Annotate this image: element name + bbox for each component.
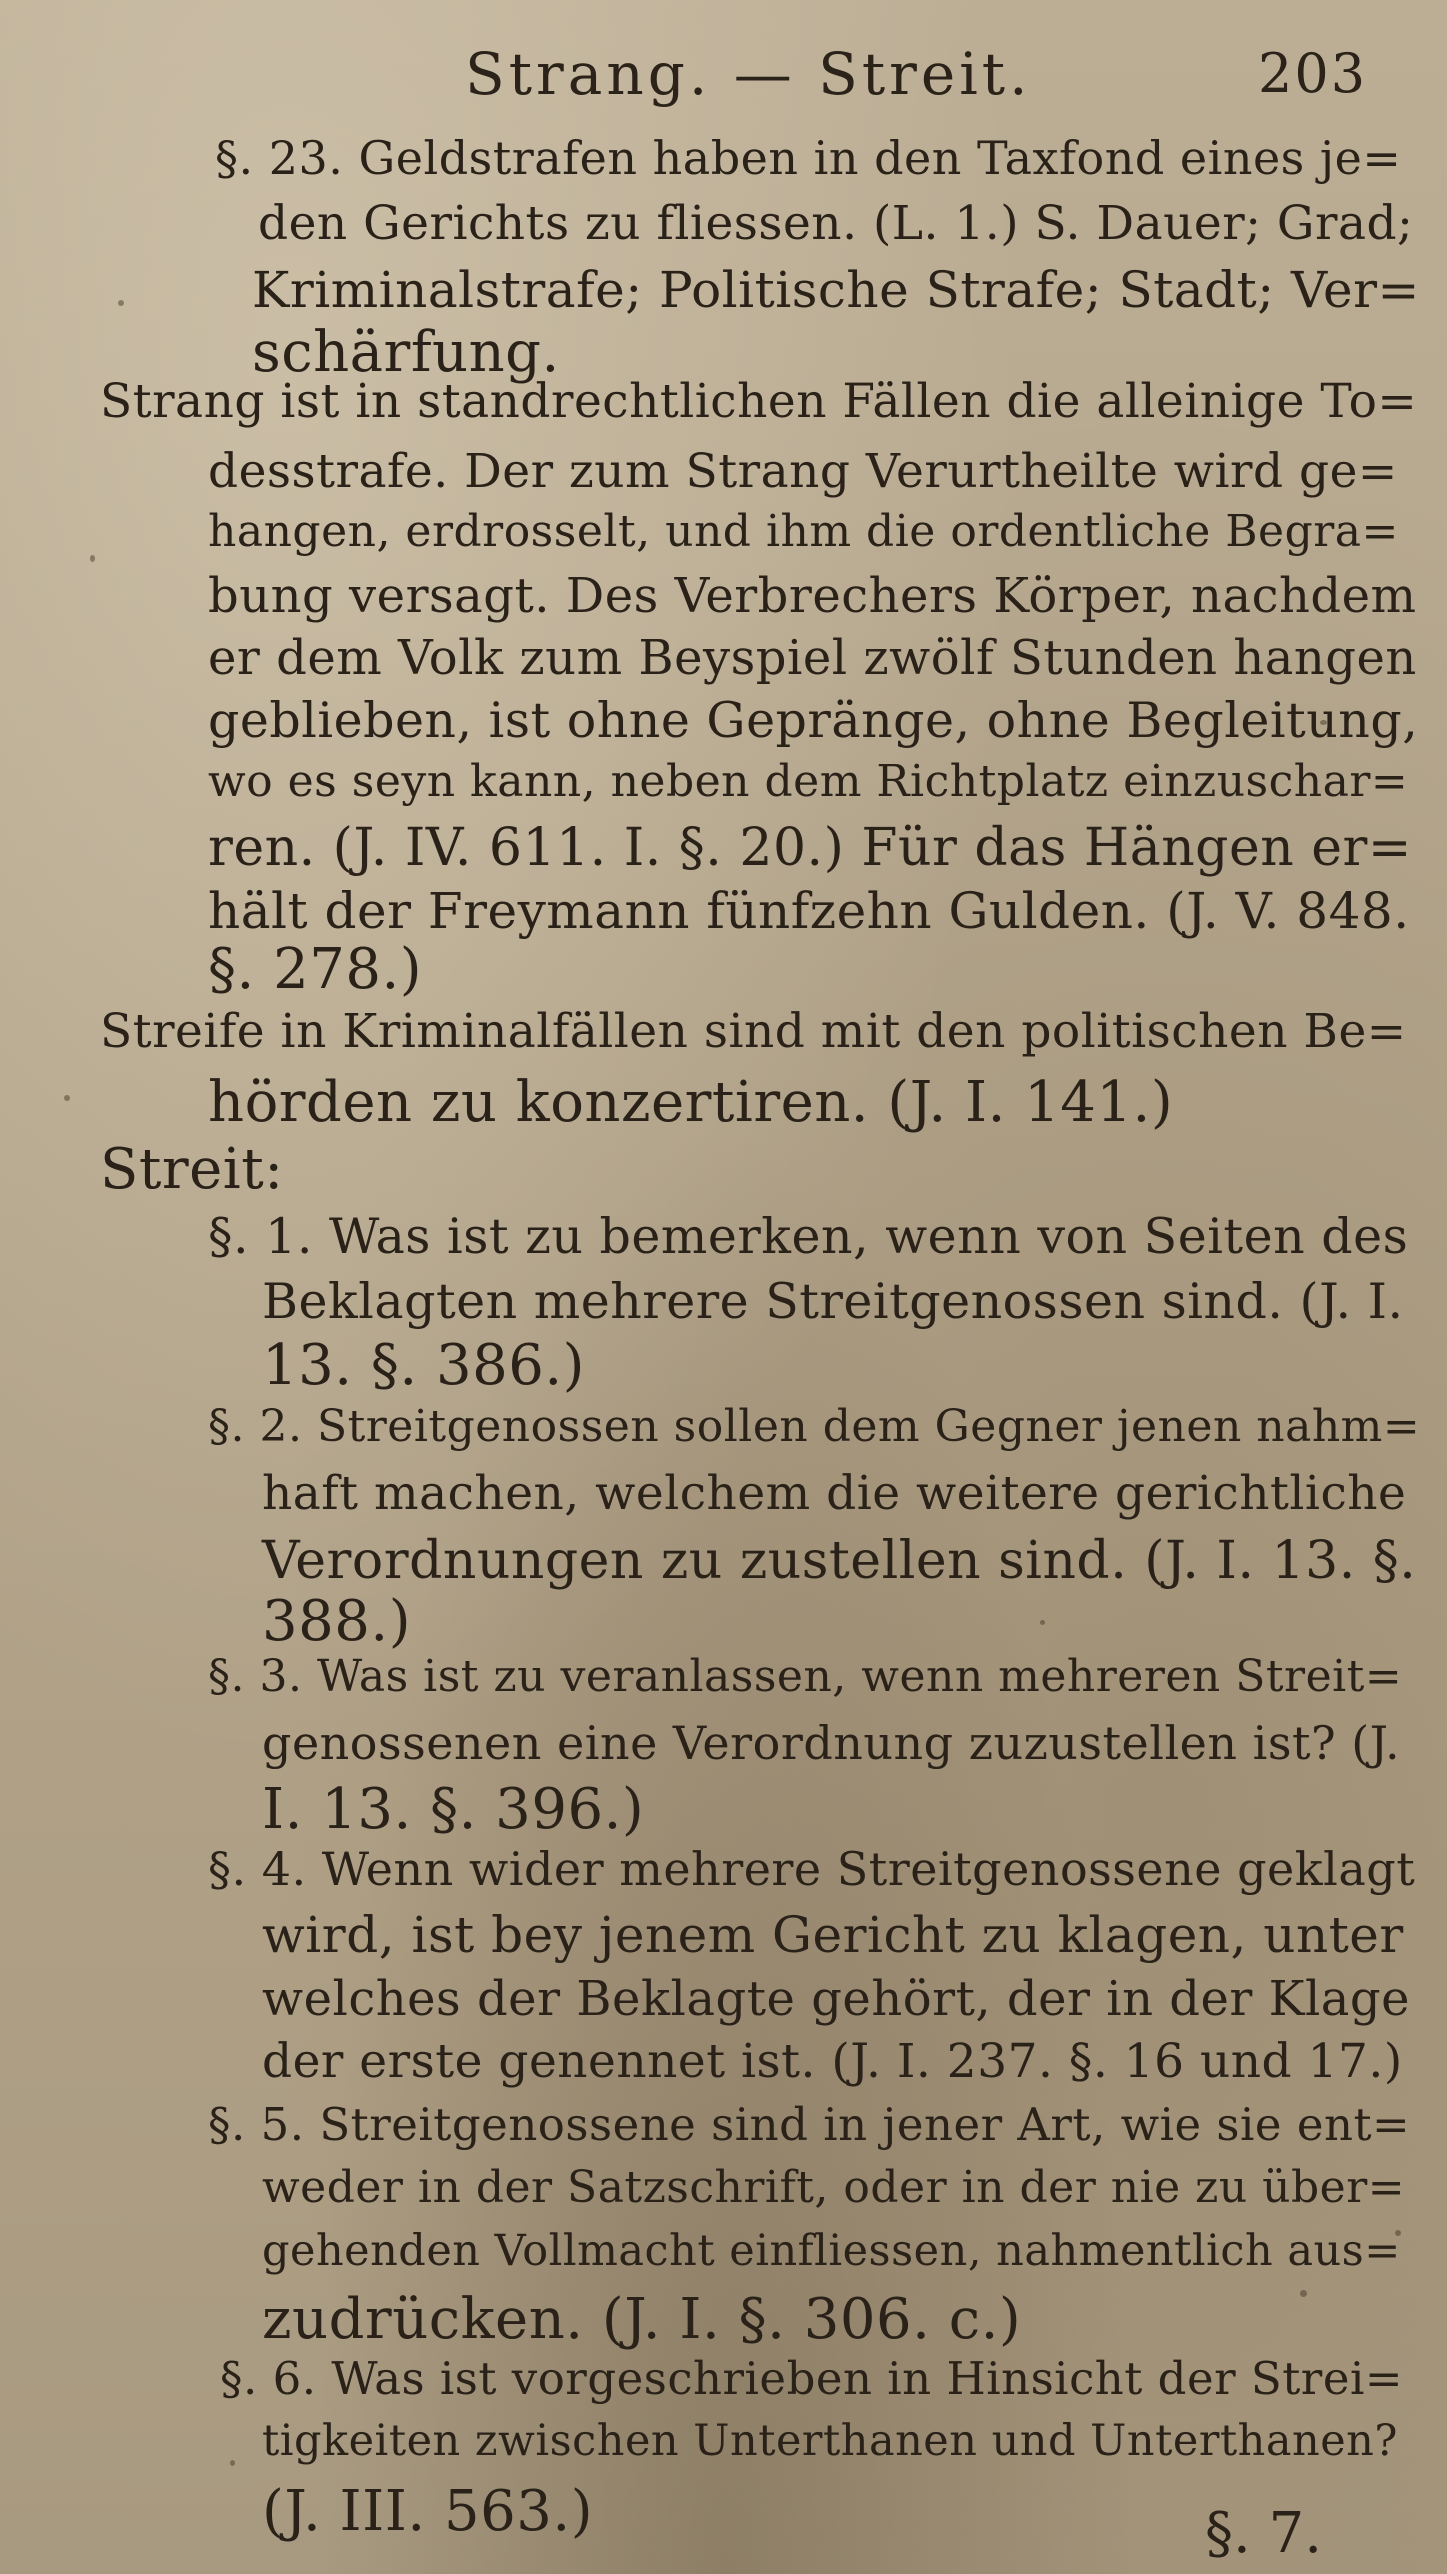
text-line: hält der Freymann fünfzehn Gulden. (J. V. 848. <box>208 882 1410 940</box>
entry-headword: Strang ist in standrechtlichen Fällen die alleinige To= <box>100 374 1418 429</box>
text-line: §. 23. Geldstrafen haben in den Taxfond eines je= <box>215 131 1402 185</box>
text-line: hangen, erdrosselt, und ihm die ordentliche Begra= <box>208 506 1399 557</box>
paper-speck <box>64 1095 70 1101</box>
catchword: §. 7. <box>1205 2501 1323 2566</box>
page-number: 203 <box>1258 42 1368 105</box>
text-line: Beklagten mehrere Streitgenossen sind. (J. I. <box>262 1273 1404 1330</box>
text-line: wird, ist bey jenem Gericht zu klagen, unter <box>262 1906 1404 1964</box>
text-line: schärfung. <box>252 320 560 385</box>
text-line: Verordnungen zu zustellen sind. (J. I. 13. §. <box>262 1531 1417 1591</box>
text-line: genossenen eine Verordnung zuzustellen ist? (J. <box>262 1716 1401 1770</box>
text-line: geblieben, ist ohne Gepränge, ohne Begleitung, <box>208 692 1419 749</box>
running-head: Strang. — Streit. <box>465 40 1032 108</box>
text-line: der erste genennet ist. (J. I. 237. §. 16 und 17.) <box>262 2034 1403 2089</box>
text-line: den Gerichts zu fliessen. (L. 1.) S. Dauer; Grad; <box>258 196 1414 251</box>
entry-headword: Streit: <box>100 1137 284 1202</box>
text-line: gehenden Vollmacht einfliessen, nahmentlich aus= <box>262 2226 1401 2276</box>
text-line: 388.) <box>262 1589 412 1654</box>
text-line: §. 5. Streitgenossene sind in jener Art, wie sie ent= <box>208 2098 1411 2151</box>
paper-speck <box>230 2460 235 2466</box>
text-line: (J. III. 563.) <box>262 2479 594 2544</box>
text-line: §. 2. Streitgenossen sollen dem Gegner jenen nahm= <box>208 1401 1421 1452</box>
text-line: §. 4. Wenn wider mehrere Streitgenossene geklagt <box>208 1842 1416 1896</box>
text-line: zudrücken. (J. I. §. 306. c.) <box>262 2287 1022 2352</box>
text-line: §. 3. Was ist zu veranlassen, wenn mehreren Streit= <box>208 1651 1403 1702</box>
text-line: §. 1. Was ist zu bemerken, wenn von Seiten des <box>208 1208 1409 1265</box>
paper-speck <box>90 555 95 562</box>
text-line: weder in der Satzschrift, oder in der nie zu über= <box>262 2162 1406 2213</box>
paper-speck <box>118 300 124 306</box>
text-line: haft machen, welchem die weitere gerichtliche <box>262 1466 1407 1521</box>
entry-headword: Streife in Kriminalfällen sind mit den politischen Be= <box>100 1004 1407 1059</box>
text-line: welches der Beklagte gehört, der in der Klage <box>262 1971 1411 2027</box>
text-line: desstrafe. Der zum Strang Verurtheilte wird ge= <box>208 444 1398 499</box>
paper-speck <box>1300 2290 1307 2297</box>
text-line: ren. (J. IV. 611. I. §. 20.) Für das Hängen er= <box>208 818 1412 878</box>
text-line: 13. §. 386.) <box>262 1333 585 1398</box>
text-line: I. 13. §. 396.) <box>262 1777 645 1842</box>
text-line: bung versagt. Des Verbrechers Körper, nachdem <box>208 568 1417 624</box>
page-header <box>0 28 1447 128</box>
text-line: Kriminalstrafe; Politische Strafe; Stadt; Ver= <box>252 261 1420 319</box>
text-line: §. 278.) <box>208 937 423 1002</box>
text-line: §. 6. Was ist vorgeschrieben in Hinsicht der Strei= <box>220 2352 1404 2405</box>
text-line: er dem Volk zum Beyspiel zwölf Stunden hangen <box>208 630 1417 686</box>
text-line: wo es seyn kann, neben dem Richtplatz einzuschar= <box>208 756 1409 807</box>
paper-speck <box>1040 1620 1045 1625</box>
text-line: tigkeiten zwischen Unterthanen und Unterthanen? <box>262 2416 1398 2466</box>
text-line: hörden zu konzertiren. (J. I. 141.) <box>208 1070 1174 1135</box>
